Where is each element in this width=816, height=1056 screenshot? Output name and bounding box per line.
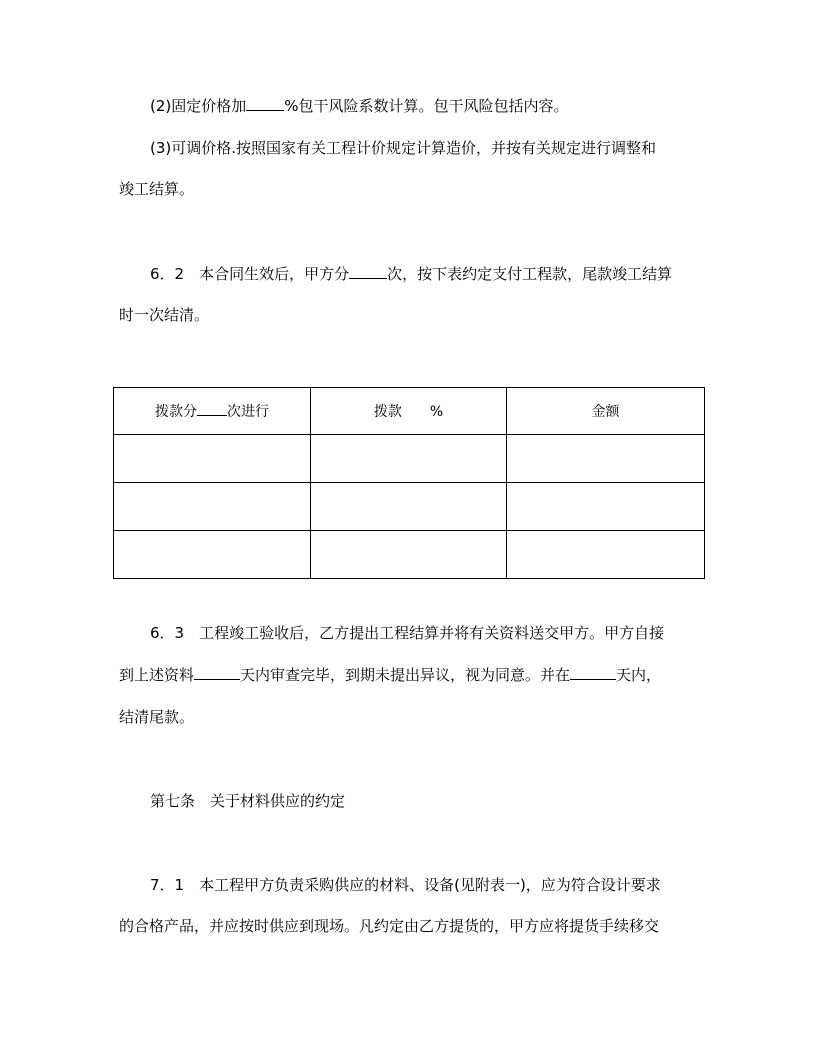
table-cell[interactable] <box>507 435 705 483</box>
clause-6-2-cont: 时一次结清。 <box>119 306 210 324</box>
header-text: 拨款分 <box>155 404 197 420</box>
table-cell[interactable] <box>311 531 507 579</box>
table-cell[interactable] <box>311 435 507 483</box>
clause-adjustable-price-cont: 竣工结算。 <box>119 180 195 198</box>
table-row <box>114 531 705 579</box>
clause-text: %包干风险系数计算。包干风险包括内容。 <box>284 97 569 115</box>
fill-blank[interactable] <box>194 665 240 680</box>
table-cell[interactable] <box>507 483 705 531</box>
table-header-row <box>114 388 705 435</box>
table-cell[interactable] <box>114 483 311 531</box>
clause-6-3-end: 结清尾款。 <box>119 708 195 726</box>
clause-7-1-cont: 的合格产品，并应按时供应到现场。凡约定由乙方提货的，甲方应将提货手续移交 <box>119 917 660 935</box>
payment-schedule-table <box>113 387 705 579</box>
table-row <box>114 483 705 531</box>
clause-6-3: 6．3 工程竣工验收后，乙方提出工程结算并将有关资料送交甲方。甲方自接 <box>150 624 665 642</box>
clause-text: 天内审查完毕，到期未提出异议，视为同意。并在 <box>240 666 571 684</box>
fill-blank[interactable] <box>246 96 284 111</box>
table-cell[interactable] <box>114 435 311 483</box>
clause-text: 次，按下表约定支付工程款，尾款竣工结算 <box>387 265 673 283</box>
clause-6-3-cont <box>119 665 661 685</box>
clause-6-2 <box>150 264 672 284</box>
fill-blank[interactable] <box>349 264 387 279</box>
table-cell[interactable] <box>507 531 705 579</box>
clause-fixed-price <box>150 96 569 116</box>
header-text: 次进行 <box>227 404 269 420</box>
clause-text: 6．2 本合同生效后，甲方分 <box>150 265 350 283</box>
table-row <box>114 435 705 483</box>
fill-blank[interactable] <box>570 665 616 680</box>
clause-text: 天内， <box>616 666 662 684</box>
table-header-cell: 金额 <box>507 388 705 435</box>
clause-text: (2)固定价格加 <box>150 97 247 115</box>
clause-7-1: 7．1 本工程甲方负责采购供应的材料、设备(见附表一)，应为符合设计要求 <box>150 876 661 894</box>
clause-text: 到上述资料 <box>119 666 195 684</box>
section-heading-7: 第七条 关于材料供应的约定 <box>150 792 346 810</box>
table-cell[interactable] <box>114 531 311 579</box>
table-header-cell: 拨款 % <box>311 388 507 435</box>
fill-blank[interactable] <box>197 402 227 416</box>
table-cell[interactable] <box>311 483 507 531</box>
clause-adjustable-price: (3)可调价格.按照国家有关工程计价规定计算造价，并按有关规定进行调整和 <box>150 139 657 157</box>
table-header-cell <box>114 388 311 435</box>
